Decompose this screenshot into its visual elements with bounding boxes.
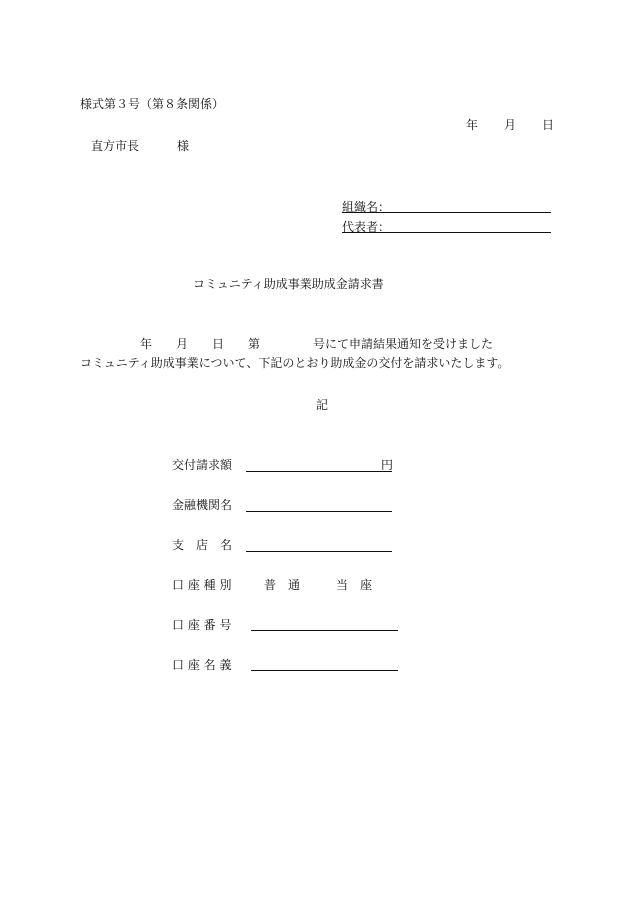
representative-field-line[interactable] (342, 232, 551, 233)
amount-field-line[interactable] (246, 471, 392, 472)
amount-label: 交付請求額 (172, 458, 233, 472)
body-day: 日 (212, 337, 225, 351)
body-line-2: コミュニティ助成事業について、下記のとおり助成金の交付を請求いたします。 (80, 356, 510, 370)
document-title: コミュニティ助成事業助成金請求書 (193, 277, 384, 291)
organization-field-line[interactable] (342, 212, 551, 213)
body-number-prefix: 第 (248, 337, 261, 351)
account-type-label: 口 座 種 別 (172, 578, 232, 592)
organization-label: 組織名： (342, 200, 391, 214)
body-line-1-text: 号にて申請結果通知を受けました (313, 337, 494, 351)
body-month: 月 (176, 337, 189, 351)
account-number-field-line[interactable] (251, 630, 398, 631)
amount-unit: 円 (381, 458, 394, 472)
ki-heading: 記 (316, 398, 329, 412)
account-type-regular[interactable]: 普 通 (264, 578, 301, 592)
account-type-current[interactable]: 当 座 (336, 578, 373, 592)
account-number-label: 口 座 番 号 (172, 618, 232, 632)
form-number: 様式第３号（第８条関係） (80, 97, 225, 111)
addressee-honorific: 様 (177, 139, 190, 153)
representative-label: 代表者： (342, 220, 391, 234)
account-holder-field-line[interactable] (251, 670, 398, 671)
bank-name-field-line[interactable] (246, 511, 392, 512)
bank-name-label: 金融機関名 (172, 498, 233, 512)
branch-name-field-line[interactable] (246, 551, 392, 552)
addressee-name: 直方市長 (91, 139, 140, 153)
date-day: 日 (542, 118, 555, 132)
branch-name-label: 支 店 名 (172, 538, 233, 552)
date-year: 年 (466, 118, 479, 132)
account-holder-label: 口 座 名 義 (172, 658, 232, 672)
date-month: 月 (504, 118, 517, 132)
body-year: 年 (140, 337, 153, 351)
